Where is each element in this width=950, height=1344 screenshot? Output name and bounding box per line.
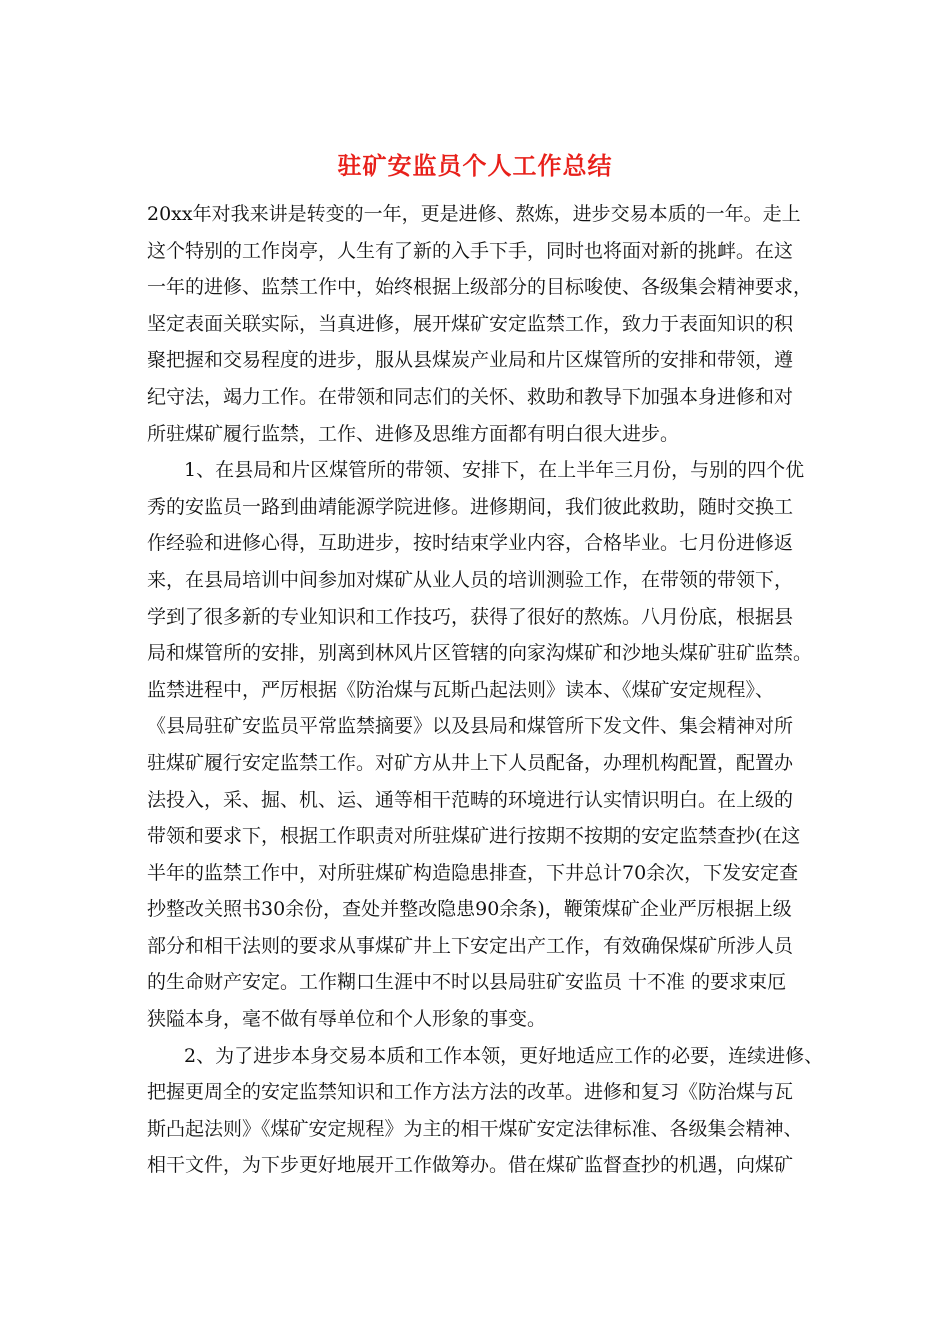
body-line: 相干文件，为下步更好地展开工作做筹办。借在煤矿监督查抄的机遇，向煤矿 — [147, 1154, 794, 1177]
body-line: 一年的进修、监禁工作中，始终根据上级部分的目标唆使、各级集会精神要求， — [147, 276, 813, 299]
body-line: 局和煤管所的安排，别离到林风片区管辖的向家沟煤矿和沙地头煤矿驻矿监禁。 — [147, 642, 813, 665]
document-body — [147, 196, 824, 1184]
body-line: 驻煤矿履行安定监禁工作。对矿方从井上下人员配备，办理机构配置，配置办 — [147, 751, 794, 774]
body-line: 聚把握和交易程度的进步，服从县煤炭产业局和片区煤管所的安排和带领，遵 — [147, 349, 794, 372]
body-line: 监禁进程中，严厉根据《防治煤与瓦斯凸起法则》读本、《煤矿安定规程》、 — [147, 678, 775, 701]
body-line: 狭隘本身，毫不做有辱单位和个人形象的事变。 — [147, 1008, 547, 1031]
document-title: 驻矿安监员个人工作总结 — [337, 151, 613, 180]
body-line: 学到了很多新的专业知识和工作技巧，获得了很好的熬炼。八月份底，根据县 — [147, 605, 794, 628]
body-line: 所驻煤矿履行监禁，工作、进修及思维方面都有明白很大进步。 — [147, 422, 680, 445]
body-line: 部分和相干法则的要求从事煤矿井上下安定出产工作，有效确保煤矿所涉人员 — [147, 934, 794, 957]
body-line: 半年的监禁工作中，对所驻煤矿构造隐患排查，下井总计70余次，下发安定查 — [147, 861, 799, 884]
body-line: 抄整改关照书30余份，查处并整改隐患90余条)，鞭策煤矿企业严厉根据上级 — [147, 898, 792, 921]
body-line: 作经验和进修心得，互助进步，按时结束学业内容，合格毕业。七月份进修返 — [147, 532, 794, 555]
body-line: 的生命财产安定。工作糊口生涯中不时以县局驻矿安监员 十不准 的要求束厄 — [147, 971, 787, 994]
body-line: 《县局驻矿安监员平常监禁摘要》以及县局和煤管所下发文件、集会精神对所 — [147, 715, 794, 738]
body-line: 纪守法，竭力工作。在带领和同志们的关怀、救助和教导下加强本身进修和对 — [147, 385, 794, 408]
body-line: 斯凸起法则》《煤矿安定规程》为主的相干煤矿安定法律标准、各级集会精神、 — [147, 1117, 803, 1140]
body-line: 坚定表面关联实际，当真进修，展开煤矿安定监禁工作，致力于表面知识的积 — [147, 312, 794, 335]
body-line: 2、为了进步本身交易本质和工作本领，更好地适应工作的必要，连续进修、 — [184, 1044, 824, 1067]
body-line: 把握更周全的安定监禁知识和工作方法方法的改革。进修和复习《防治煤与瓦 — [147, 1081, 794, 1104]
body-line: 这个特别的工作岗亭，人生有了新的入手下手，同时也将面对新的挑衅。在这 — [147, 239, 794, 262]
body-line: 来，在县局培训中间参加对煤矿从业人员的培训测验工作，在带领的带领下， — [147, 568, 794, 591]
body-line: 带领和要求下，根据工作职责对所驻煤矿进行按期不按期的安定监禁查抄(在这 — [147, 825, 801, 848]
body-line: 法投入，采、掘、机、运、通等相干范畴的环境进行认实情识明白。在上级的 — [147, 788, 794, 811]
body-line: 1、在县局和片区煤管所的带领、安排下，在上半年三月份，与别的四个优 — [184, 459, 805, 482]
body-line: 秀的安监员一路到曲靖能源学院进修。进修期间，我们彼此救助，随时交换工 — [147, 495, 794, 518]
body-line: 20xx年对我来讲是转变的一年，更是进修、熬炼，进步交易本质的一年。走上 — [147, 203, 801, 225]
